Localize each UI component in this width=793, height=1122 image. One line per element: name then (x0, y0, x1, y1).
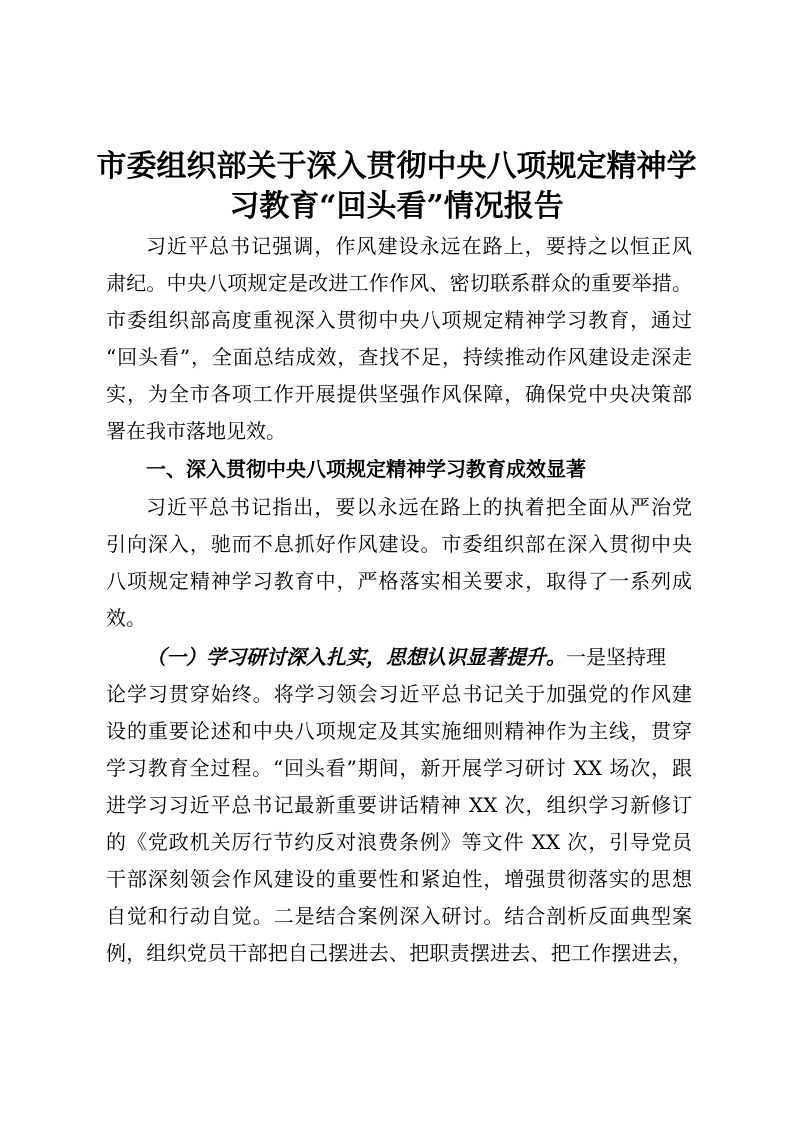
subsection-1-line-3: 设的重要论述和中央八项规定及其实施细则精神作为主线，贯穿 (106, 719, 692, 743)
subsection-1-line-2: 论学习贯穿始终。将学习领会习近平总书记关于加强党的作风建 (106, 682, 692, 706)
subsection-1-line-4: 学习教育全过程。“回头看”期间，新开展学习研讨 XX 场次，跟 (106, 756, 692, 780)
subsection-1-line-5: 进学习习近平总书记最新重要讲话精神 XX 次，组织学习新修订 (106, 793, 692, 817)
section1-line-4: 效。 (106, 606, 146, 630)
intro-line-5: 实，为全市各项工作开展提供坚强作风保障，确保党中央决策部 (106, 382, 692, 406)
document-title-line-2: 习教育“回头看”情况报告 (229, 189, 564, 224)
subsection-1-line-8: 自觉和行动自觉。二是结合案例深入研讨。结合剖析反面典型案 (106, 904, 692, 928)
intro-line-6: 署在我市落地见效。 (106, 419, 286, 443)
subsection-1-line-9: 例，组织党员干部把自己摆进去、把职责摆进去、把工作摆进去， (106, 941, 692, 965)
subsection-1-line-1 (146, 643, 666, 671)
section-heading-1: 一、深入贯彻中央八项规定精神学习教育成效显著 (146, 457, 586, 481)
intro-line-2: 肃纪。中央八项规定是改进工作作风、密切联系群众的重要举措。 (106, 271, 692, 295)
section1-line-1: 习近平总书记指出，要以永远在路上的执着把全面从严治党 (146, 495, 692, 519)
document-title-line-1: 市委组织部关于深入贯彻中央八项规定精神学 (96, 149, 697, 184)
section1-line-3: 八项规定精神学习教育中，严格落实相关要求，取得了一系列成 (106, 569, 692, 593)
intro-line-3: 市委组织部高度重视深入贯彻中央八项规定精神学习教育，通过 (106, 308, 692, 332)
intro-line-4: “回头看”，全面总结成效，查找不足，持续推动作风建设走深走 (106, 345, 692, 369)
subsection-1-title: （一）学习研讨深入扎实，思想认识显著提升。 (146, 645, 566, 669)
subsection-1-line-6: 的《党政机关厉行节约反对浪费条例》等文件 XX 次，引导党员 (106, 830, 692, 854)
subsection-1-lead: 一是坚持理 (566, 645, 666, 669)
section1-line-2: 引向深入，驰而不息抓好作风建设。市委组织部在深入贯彻中央 (106, 532, 692, 556)
intro-line-1: 习近平总书记强调，作风建设永远在路上，要持之以恒正风 (146, 234, 692, 258)
subsection-1-line-7: 干部深刻领会作风建设的重要性和紧迫性，增强贯彻落实的思想 (106, 867, 692, 891)
